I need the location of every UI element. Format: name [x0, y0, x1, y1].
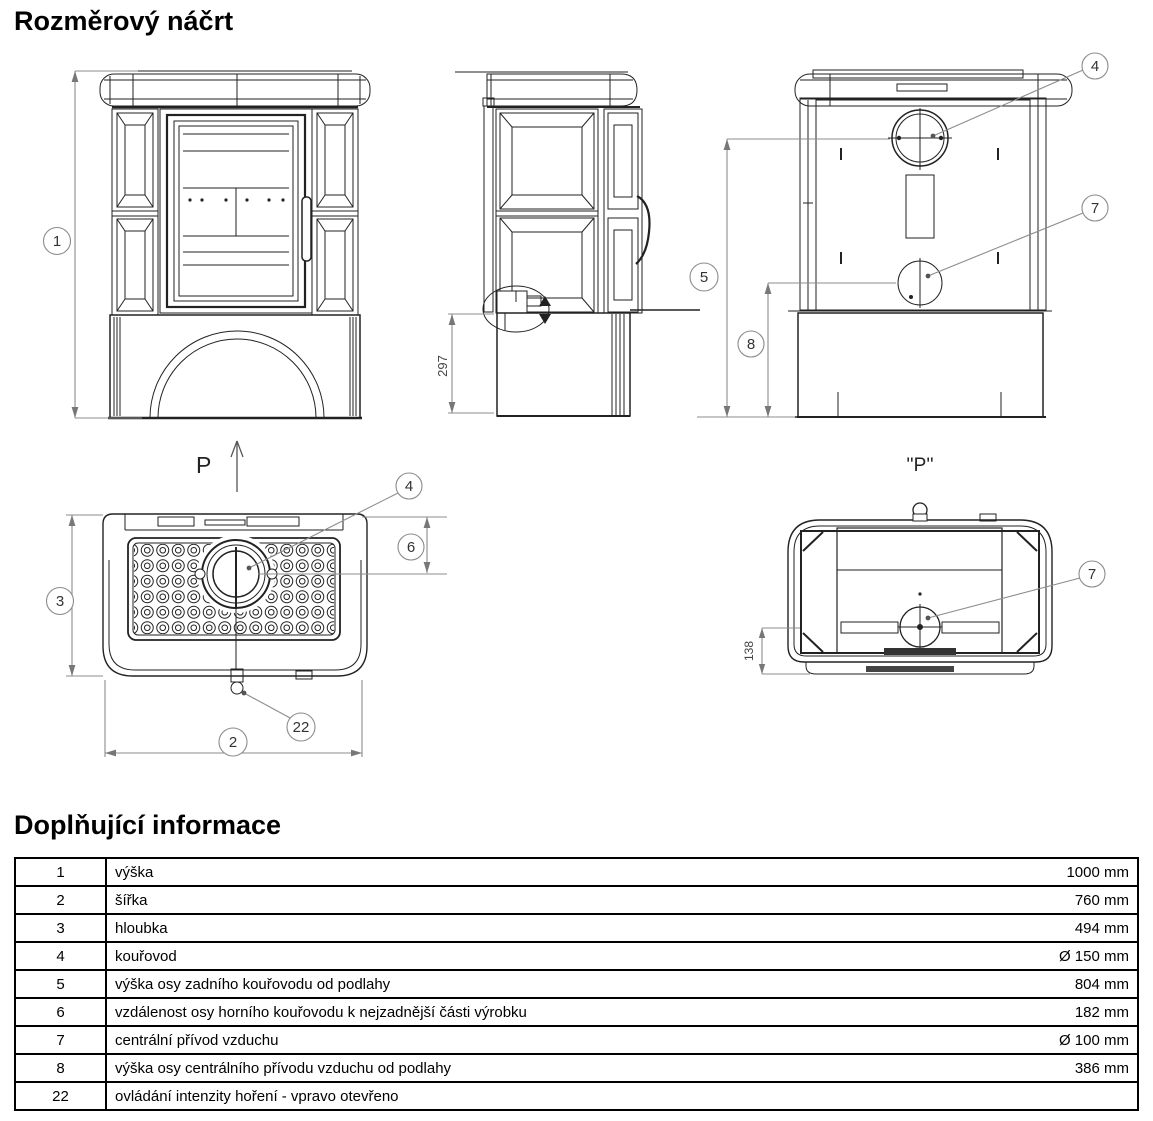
- row-value: 760 mm: [961, 886, 1138, 914]
- row-num: 2: [15, 886, 106, 914]
- row-value: Ø 100 mm: [961, 1026, 1138, 1054]
- row-value: 1000 mm: [961, 858, 1138, 886]
- row-desc: výška: [106, 858, 961, 886]
- front-view: [100, 71, 370, 418]
- rear-panel: [800, 98, 1046, 310]
- row-desc: ovládání intenzity hoření - vpravo otevřeno: [106, 1082, 961, 1110]
- row-desc: hloubka: [106, 914, 961, 942]
- row-desc: centrální přívod vzduchu: [106, 1026, 961, 1054]
- base-arch: [150, 331, 324, 418]
- balloon-1: [44, 228, 71, 255]
- dimension-depth: [47, 515, 104, 676]
- rear-air-inlet: [898, 258, 942, 308]
- row-value: 182 mm: [961, 998, 1138, 1026]
- svg-text:8: 8: [746, 336, 756, 353]
- svg-text:3: 3: [55, 593, 65, 610]
- row-num: 3: [15, 914, 106, 942]
- row-desc: kouřovod: [106, 942, 961, 970]
- svg-text:6: 6: [406, 539, 416, 556]
- table-row: [15, 858, 1138, 886]
- dimension-height: [44, 71, 143, 418]
- balloon-3: [47, 588, 74, 615]
- front-crown: [100, 71, 370, 107]
- top-crown-edge: [125, 514, 343, 530]
- svg-text:5: 5: [699, 269, 709, 286]
- svg-text:7: 7: [1090, 200, 1100, 217]
- svg-text:2: 2: [228, 734, 238, 751]
- side-main-tiles: [496, 109, 598, 313]
- bottom-air-inlet: [898, 604, 942, 650]
- info-heading: Doplňující informace: [14, 810, 282, 840]
- side-view: [455, 72, 700, 416]
- rear-view: [788, 70, 1072, 417]
- direction-indicator: [196, 441, 243, 492]
- page-title: Rozměrový náčrt: [14, 6, 234, 36]
- leader-flue-rear: [931, 53, 1108, 138]
- row-num: 5: [15, 970, 106, 998]
- front-left-tiles: [112, 109, 158, 315]
- table-row: [15, 970, 1138, 998]
- table-row: [15, 914, 1138, 942]
- top-control-knob: [231, 669, 243, 694]
- table-row: [15, 1054, 1138, 1082]
- row-value: 804 mm: [961, 970, 1138, 998]
- leader-air-rear: [926, 195, 1108, 278]
- table-row: [15, 942, 1138, 970]
- info-table: [14, 857, 1139, 1111]
- row-num: 4: [15, 942, 106, 970]
- balloon-7-bottom: [1079, 561, 1105, 587]
- side-rear-tiles: [604, 109, 642, 313]
- balloon-8: [738, 331, 764, 357]
- front-right-tiles: [312, 109, 358, 315]
- rear-base: [788, 311, 1052, 417]
- dimension-297: [435, 314, 494, 413]
- dimension-air-height: [738, 283, 896, 417]
- balloon-4-rear: [1082, 53, 1108, 79]
- table-row: [15, 1082, 1138, 1110]
- dimension-width: [105, 680, 362, 757]
- balloon-22: [287, 713, 315, 741]
- bottom-view-label: ''P'': [906, 455, 934, 476]
- svg-text:7: 7: [1087, 566, 1097, 583]
- row-num: 1: [15, 858, 106, 886]
- row-desc: vzdálenost osy horního kouřovodu k nejzadnější části výrobku: [106, 998, 961, 1026]
- rear-flue-outlet: [888, 108, 952, 170]
- row-desc: výška osy centrálního přívodu vzduchu od podlahy: [106, 1054, 961, 1082]
- balloon-7-rear: [1082, 195, 1108, 221]
- front-base: [108, 315, 362, 418]
- leader-control: [242, 691, 315, 741]
- balloon-4-top: [396, 473, 422, 499]
- svg-text:4: 4: [404, 478, 414, 495]
- row-num: 22: [15, 1082, 106, 1110]
- front-door: [160, 109, 312, 313]
- dimension-flue-height: [690, 139, 890, 417]
- row-desc: výška osy zadního kouřovodu od podlahy: [106, 970, 961, 998]
- balloon-6: [398, 534, 424, 560]
- dimension-138: [742, 628, 810, 674]
- table-row: [15, 998, 1138, 1026]
- top-view: [103, 514, 367, 694]
- side-base: [497, 313, 630, 416]
- svg-text:297: 297: [435, 355, 450, 377]
- row-num: 6: [15, 998, 106, 1026]
- row-num: 8: [15, 1054, 106, 1082]
- svg-text:22: 22: [292, 719, 310, 736]
- table-row: [15, 1026, 1138, 1054]
- balloon-5: [690, 263, 718, 291]
- row-value: 386 mm: [961, 1054, 1138, 1082]
- row-value: 494 mm: [961, 914, 1138, 942]
- bottom-knobs: [913, 503, 996, 521]
- balloon-2: [219, 728, 247, 756]
- leader-flue-top: [247, 473, 422, 570]
- row-desc: šířka: [106, 886, 961, 914]
- row-value: Ø 150 mm: [961, 942, 1138, 970]
- side-front-edge: [484, 106, 493, 312]
- svg-text:138: 138: [742, 640, 756, 662]
- direction-label: P: [196, 452, 212, 478]
- row-num: 7: [15, 1026, 106, 1054]
- table-row: [15, 886, 1138, 914]
- bottom-view: [788, 503, 1052, 674]
- row-value: [961, 1082, 1138, 1110]
- svg-text:1: 1: [52, 233, 62, 250]
- door-handle: [302, 197, 311, 261]
- svg-text:4: 4: [1090, 58, 1100, 75]
